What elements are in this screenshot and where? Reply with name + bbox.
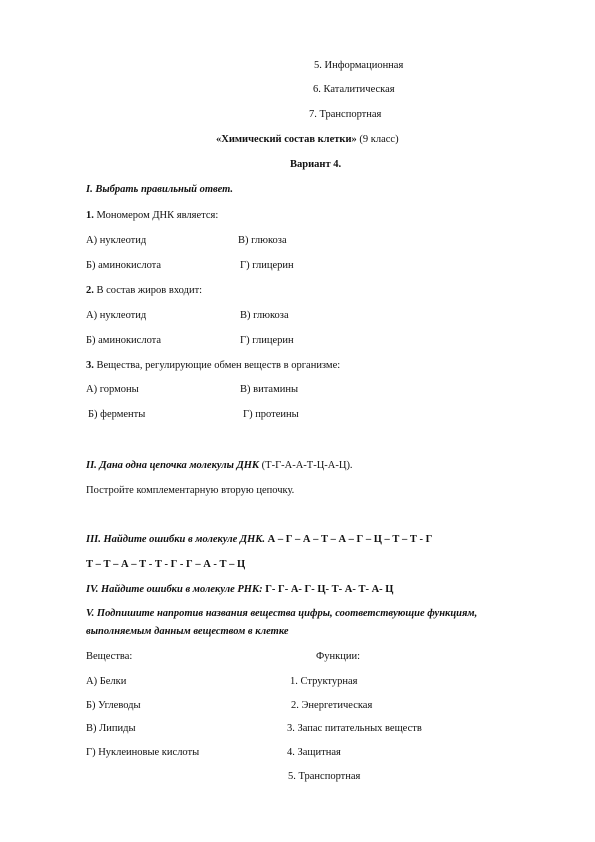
question-1-text: Мономером ДНК является: [93, 210, 219, 221]
question-1 [86, 209, 218, 222]
top-list-item-6: 6. Каталитическая [313, 84, 395, 95]
q3-option-b: Б) ферменты [88, 409, 146, 420]
function-item: 1. Структурная [290, 676, 358, 687]
question-3-number: 3. [86, 360, 94, 371]
top-list-item-5: 5. Информационная [314, 60, 404, 71]
part5-heading-line-1: V. Подпишите напротив названия вещества цифры, соответствующие функциям, [86, 608, 478, 619]
document-title [216, 133, 399, 146]
part3-dna-line-1: А – Г – А – Т – А – Г – Ц – Т – Т - Г [265, 534, 433, 545]
title-grade: (9 класс) [356, 134, 399, 145]
question-3-text: Вещества, регулирующие обмен веществ в организме: [93, 360, 341, 371]
title-bold: «Химический состав клетки» [216, 134, 357, 145]
function-item: 4. Защитная [287, 747, 341, 758]
question-1-number: 1. [86, 210, 94, 221]
part4-rna-chain: Г- Г- А- Г- Ц- Т- А- Т- А- Ц [262, 584, 394, 595]
question-3 [86, 359, 340, 372]
q3-option-v: В) витамины [240, 384, 299, 395]
function-item: 3. Запас питательных веществ [287, 723, 422, 734]
part3-heading: III. Найдите ошибки в молекуле ДНК. [86, 534, 265, 545]
part5-heading-line-2: выполняемым данным веществом в клетке [86, 626, 289, 637]
q2-option-a: А) нуклеотид [86, 310, 147, 321]
part3-heading-line [86, 533, 432, 546]
variant-label: Вариант 4. [290, 159, 342, 170]
part2-dna-chain: (Т-Г-А-А-Т-Ц-А-Ц). [259, 460, 353, 471]
substance-item: А) Белки [86, 676, 127, 687]
question-2-text: В состав жиров входит: [93, 285, 203, 296]
q1-option-a: А) нуклеотид [86, 235, 147, 246]
substance-item: Г) Нуклеиновые кислоты [86, 747, 200, 758]
top-list-item-7: 7. Транспортная [309, 109, 382, 120]
substance-item: Б) Углеводы [86, 700, 141, 711]
q3-option-a: А) гормоны [86, 384, 139, 395]
q1-option-v: В) глюкоза [238, 235, 287, 246]
q2-option-v: В) глюкоза [240, 310, 289, 321]
part2-task: Постройте комплементарную вторую цепочку. [86, 485, 295, 496]
function-item: 2. Энергетическая [291, 700, 373, 711]
functions-column-header: Функции: [316, 651, 361, 662]
q1-option-b: Б) аминокислота [86, 260, 162, 271]
q3-option-g: Г) протеины [243, 409, 299, 420]
part2-heading-line [86, 459, 353, 472]
part4-heading-line [86, 583, 393, 596]
part3-dna-line-2: Т – Т – А – Т - Т - Г - Г – А - Т – Ц [86, 559, 246, 570]
part1-heading: I. Выбрать правильный ответ. [86, 184, 234, 195]
part4-heading: IV. Найдите ошибки в молекуле РНК: [86, 584, 263, 595]
substance-item: В) Липиды [86, 723, 136, 734]
question-2 [86, 284, 202, 297]
substances-column-header: Вещества: [86, 651, 133, 662]
q1-option-g: Г) глицерин [240, 260, 294, 271]
question-2-number: 2. [86, 285, 94, 296]
q2-option-b: Б) аминокислота [86, 335, 162, 346]
q2-option-g: Г) глицерин [240, 335, 294, 346]
part2-heading: II. Дана одна цепочка молекулы ДНК [86, 460, 260, 471]
function-item: 5. Транспортная [288, 771, 361, 782]
